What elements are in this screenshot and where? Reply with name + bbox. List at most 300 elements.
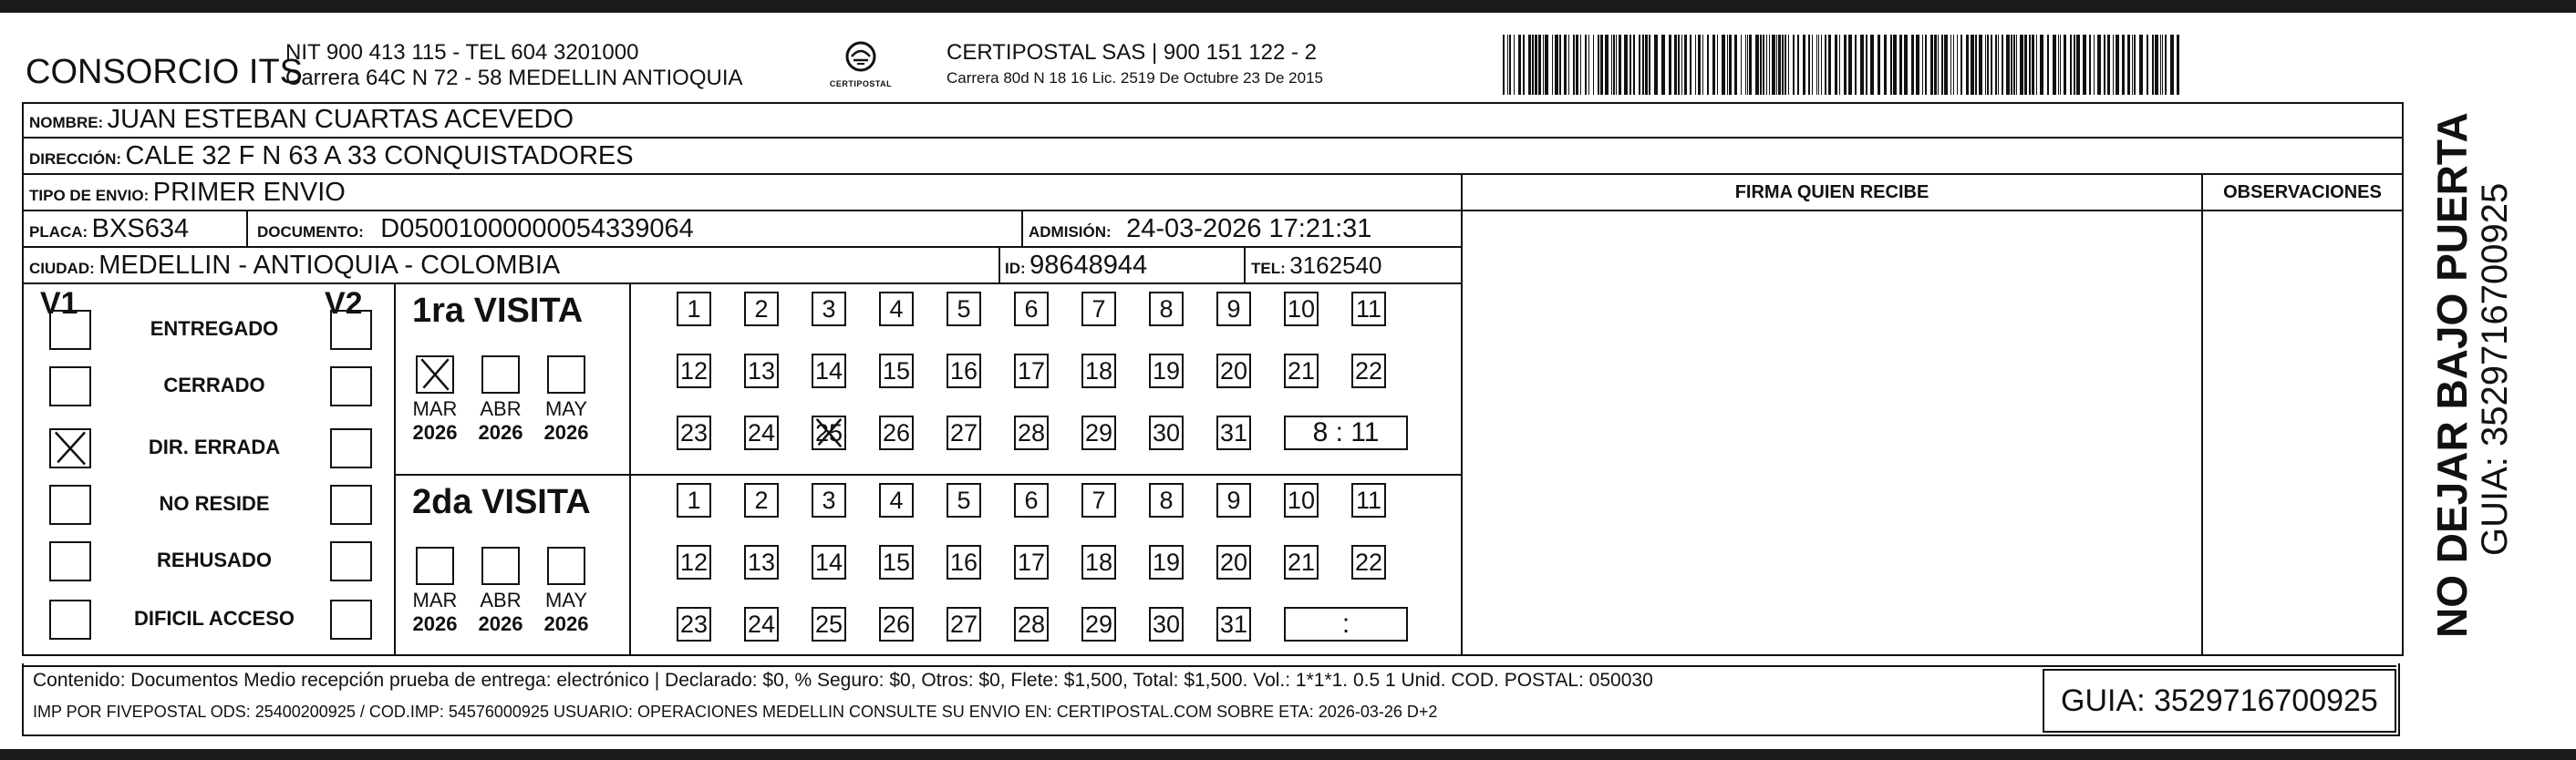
barcode-bar [1944,35,1948,95]
id-value: 98648944 [1029,251,1148,280]
barcode-bar [1941,35,1943,95]
barcode-bar [1835,35,1837,95]
barcode-bar [1884,35,1887,95]
status-label: ENTREGADO [150,317,279,340]
company-info [285,40,743,91]
time-box[interactable]: : [1284,607,1408,642]
day-box[interactable]: 21 [1284,545,1319,580]
direccion-label: DIRECCIÓN: [29,150,122,168]
firma-divider [1461,173,1463,656]
day-box[interactable]: 1 [677,483,711,518]
day-box[interactable]: 16 [947,354,981,388]
month-checkbox[interactable] [481,547,520,585]
v2-checkbox[interactable] [330,541,372,581]
barcode-bar [1893,35,1897,95]
barcode-bar [1600,35,1603,95]
barcode-bar [2147,35,2148,95]
barcode-bar [1995,35,1997,95]
barcode-bar [1503,35,1505,95]
day-box[interactable]: 30 [1149,607,1184,642]
barcode-bar [1966,35,1969,95]
barcode-bar [2165,35,2167,95]
barcode-bar [1642,35,1644,95]
barcode-bar [1518,35,1521,95]
documento-label: DOCUMENTO: [257,223,364,241]
barcode-bar [2058,35,2059,95]
barcode-bar [1507,35,1508,95]
day-box[interactable]: 26 [879,416,914,450]
direccion-field [29,139,634,173]
day-box[interactable]: 3 [812,292,846,326]
barcode-bar [2032,35,2034,95]
barcode-bar [1707,35,1709,95]
v2-checkbox[interactable] [330,485,372,525]
barcode-bar [2036,35,2037,95]
month-name: ABR [480,589,522,611]
month-label [539,589,594,636]
barcode-bar [1922,35,1923,95]
admision-value: 24-03-2026 17:21:31 [1126,214,1372,243]
barcode-bar [1528,35,1531,95]
v1-checkbox[interactable] [49,485,91,525]
day-box[interactable]: 10 [1284,292,1319,326]
side-guia: GUIA: 3529716700925 [2475,182,2515,556]
barcode-bar [1717,35,1718,95]
admision-label: ADMISIÓN: [1029,223,1112,241]
barcode-bar [2016,35,2017,95]
v1-label: V1 [40,286,78,321]
barcode-bar [2076,35,2080,95]
row-divider [1461,210,2402,211]
barcode-bar [1925,35,1927,95]
day-box[interactable]: 19 [1149,545,1184,580]
month-name: MAY [544,397,588,420]
cell-divider [998,246,1000,282]
v1-checkbox[interactable] [49,428,91,468]
ciudad-label: CIUDAD: [29,260,95,277]
barcode-bar [2155,35,2158,95]
barcode-bar [1848,35,1852,95]
day-box[interactable]: 20 [1216,545,1251,580]
month-year: 2026 [478,612,523,635]
month-checkbox[interactable] [416,355,454,394]
barcode-bar [1953,35,1954,95]
barcode-bar [1821,35,1822,95]
day-box[interactable]: 14 [812,354,846,388]
day-box[interactable]: 17 [1014,545,1049,580]
month-year: 2026 [412,612,458,635]
barcode-bar [1797,35,1799,95]
barcode-bar [1674,35,1677,95]
barcode-bar [1971,35,1974,95]
barcode-bar [1712,35,1715,95]
day-box[interactable]: 9 [1216,292,1251,326]
month-year: 2026 [478,421,523,444]
day-box[interactable]: 25 [812,416,846,450]
day-box[interactable]: 29 [1081,607,1116,642]
day-box[interactable]: 8 [1149,483,1184,518]
day-box[interactable]: 30 [1149,416,1184,450]
barcode-bar [1543,35,1544,95]
month-label [408,589,462,636]
day-box[interactable]: 18 [1081,545,1116,580]
day-box[interactable]: 31 [1216,416,1251,450]
day-box[interactable]: 27 [947,416,981,450]
tipo-envio-value: PRIMER ENVIO [152,178,346,207]
barcode-bar [1985,35,1986,95]
id-label: ID: [1005,260,1026,277]
day-box[interactable]: 19 [1149,354,1184,388]
month-checkbox[interactable] [416,547,454,585]
visit-divider [394,282,396,656]
barcode-bar [1745,35,1746,95]
month-year: 2026 [543,612,589,635]
barcode-bar [2107,35,2110,95]
company-address: Carrera 64C N 72 - 58 MEDELLIN ANTIOQUIA [285,66,743,90]
day-box[interactable]: 22 [1351,354,1386,388]
status-label: DIR. ERRADA [148,436,281,458]
barcode-bar [2020,35,2023,95]
status-label: DIFICIL ACCESO [133,607,295,630]
bottom-border [0,749,2576,760]
visit-title: 2da VISITA [412,483,591,521]
visit-row-divider [394,474,1461,476]
month-name: MAR [412,397,458,420]
firma-label: FIRMA QUIEN RECIBE [1734,182,1929,202]
barcode-bar [1661,35,1665,95]
day-box[interactable]: 18 [1081,354,1116,388]
top-border [0,0,2576,13]
barcode-bar [1690,35,1691,95]
barcode-bar [1639,35,1640,95]
barcode-bar [1619,35,1621,95]
month-checkbox[interactable] [547,547,585,585]
barcode-bar [2097,35,2101,95]
certipostal-logo [817,38,905,97]
barcode-bar [1788,35,1789,95]
day-box[interactable]: 22 [1351,545,1386,580]
barcode-bar [1611,35,1612,95]
day-box[interactable]: 23 [677,607,711,642]
v1-checkbox[interactable] [49,541,91,581]
day-box[interactable]: 6 [1014,292,1049,326]
barcode-bar [2132,35,2133,95]
barcode-bar [1568,35,1569,95]
cert-line-1: CERTIPOSTAL SAS | 900 151 122 - 2 [947,40,1317,65]
observaciones-divider [2201,173,2203,656]
cert-line-2: Carrera 80d N 18 16 Lic. 2519 De Octubre 23 De 2015 [947,69,1323,87]
barcode-bar [1616,35,1617,95]
day-box[interactable]: 12 [677,354,711,388]
nombre-field [29,102,574,137]
barcode-bar [1975,35,1977,95]
logo-text: CERTIPOSTAL [829,79,893,88]
barcode-bar [1916,35,1919,95]
barcode-bar [1782,35,1784,95]
barcode-bar [1957,35,1958,95]
barcode-bar [1523,35,1525,95]
barcode-bar [1545,35,1548,95]
day-box[interactable]: 17 [1014,354,1049,388]
day-box[interactable]: 14 [812,545,846,580]
row-divider [22,173,2402,175]
day-box[interactable]: 11 [1351,483,1386,518]
nombre-label: NOMBRE: [29,114,104,131]
status-label: CERRADO [163,374,265,396]
barcode-bar [1722,35,1725,95]
day-box[interactable]: 6 [1014,483,1049,518]
barcode-bar [1633,35,1635,95]
barcode-bar [1654,35,1658,95]
day-box[interactable]: 11 [1351,292,1386,326]
barcode-bar [1741,35,1742,95]
day-box[interactable]: 8 [1149,292,1184,326]
day-box[interactable]: 23 [677,416,711,450]
barcode-bar [2152,35,2154,95]
day-box[interactable]: 26 [879,607,914,642]
barcode-bar [2127,35,2130,95]
month-name: ABR [480,397,522,420]
visit-divider [629,282,631,656]
barcode-bar [1514,35,1515,95]
barcode-bar [1911,35,1914,95]
barcode-bar [2074,35,2075,95]
tipo-envio-field [29,175,346,210]
day-box[interactable]: 7 [1081,292,1116,326]
barcode-bar [2134,35,2136,95]
barcode-bar [1702,35,1703,95]
barcode-bar [1904,35,1908,95]
day-box[interactable]: 29 [1081,416,1116,450]
barcode-bar [1772,35,1775,95]
placa-label: PLACA: [29,223,88,241]
barcode-bar [1860,35,1864,95]
barcode-bar [2029,35,2031,95]
month-name: MAY [544,589,588,611]
status-label: REHUSADO [157,549,272,571]
barcode-bar [1766,35,1767,95]
barcode-bar [1681,35,1682,95]
footer-content-line: Contenido: Documentos Medio recepción prueba de entrega: electrónico | Declarado: $0, % Seguro: $0, Otros: $0, Flete: $1,500, Total: $1,500. Vol.: 1*1*1. 0.5 1 Unid. COD. POSTAL: 050030 [33,670,1653,691]
day-box[interactable]: 5 [947,292,981,326]
barcode-bar [1649,35,1650,95]
company-name: CONSORCIO ITS [26,53,304,91]
barcode-bar [2104,35,2105,95]
barcode-bar [1755,35,1759,95]
barcode-bar [2139,35,2143,95]
side-notice [2391,112,2573,638]
barcode-bar [1613,35,1615,95]
barcode-bar [1749,35,1752,95]
cell-divider [246,210,248,246]
barcode-bar [1678,35,1680,95]
barcode-bar [1588,35,1589,95]
barcode-bar [1785,35,1786,95]
barcode [1503,35,2179,95]
v2-checkbox[interactable] [330,600,372,640]
day-box[interactable]: 24 [744,607,779,642]
barcode-bar [1808,35,1810,95]
month-label [473,397,528,445]
barcode-bar [1890,35,1892,95]
barcode-bar [1747,35,1748,95]
barcode-bar [1727,35,1728,95]
day-box[interactable]: 2 [744,483,779,518]
barcode-bar [1870,35,1874,95]
barcode-bar [2170,35,2174,95]
barcode-bar [1535,35,1537,95]
barcode-bar [1828,35,1831,95]
month-year: 2026 [412,421,458,444]
barcode-bar [1734,35,1737,95]
tel-value: 3162540 [1289,252,1382,279]
month-year: 2026 [543,421,589,444]
day-box[interactable]: 10 [1284,483,1319,518]
id-field [1005,248,1147,282]
barcode-bar [1760,35,1762,95]
footer-imp-line: IMP POR FIVEPOSTAL ODS: 25400200925 / COD.IMP: 54576000925 USUARIO: OPERACIONES MEDELLIN CONSULTE SU ENVIO EN: CERTIPOSTAL.COM SOBRE ETA: 2026-03-26 D+2 [33,703,1438,721]
barcode-bar [1576,35,1578,95]
ciudad-field [29,248,560,282]
barcode-bar [1573,35,1575,95]
barcode-bar [2122,35,2125,95]
barcode-bar [2113,35,2114,95]
day-box[interactable]: 16 [947,545,981,580]
tel-label: TEL: [1251,260,1286,277]
barcode-bar [2013,35,2015,95]
barcode-bar [2064,35,2066,95]
barcode-bar [2083,35,2086,95]
month-label [473,589,528,636]
barcode-bar [1778,35,1781,95]
v2-label: V2 [325,286,363,321]
v2-checkbox[interactable] [330,366,372,406]
barcode-bar [1763,35,1764,95]
certipostal-info [947,40,1323,91]
barcode-bar [2040,35,2043,95]
barcode-bar [1729,35,1732,95]
month-name: MAR [412,589,458,611]
barcode-bar [1979,35,1982,95]
day-box[interactable]: 24 [744,416,779,450]
observaciones-label: OBSERVACIONES [2223,182,2382,202]
day-box[interactable]: 28 [1014,607,1049,642]
barcode-bar [2116,35,2119,95]
day-box[interactable]: 20 [1216,354,1251,388]
barcode-bar [1866,35,1867,95]
tel-field [1251,248,1381,282]
barcode-bar [1991,35,1992,95]
day-box[interactable]: 27 [947,607,981,642]
day-box[interactable]: 3 [812,483,846,518]
v1-checkbox[interactable] [49,310,91,350]
barcode-bar [1593,35,1594,95]
day-box[interactable]: 1 [677,292,711,326]
time-box[interactable]: 8 : 11 [1284,416,1408,450]
barcode-bar [1555,35,1558,95]
barcode-bar [1803,35,1805,95]
day-box[interactable]: 13 [744,354,779,388]
barcode-bar [2160,35,2161,95]
barcode-bar [1793,35,1795,95]
barcode-bar [2089,35,2091,95]
barcode-bar [2060,35,2061,95]
day-box[interactable]: 25 [812,607,846,642]
v1-checkbox[interactable] [49,600,91,640]
day-box[interactable]: 15 [879,354,914,388]
day-box[interactable]: 5 [947,483,981,518]
barcode-bar [1624,35,1628,95]
day-box[interactable]: 9 [1216,483,1251,518]
month-checkbox[interactable] [547,355,585,394]
barcode-bar [1698,35,1701,95]
status-label: NO RESIDE [159,492,270,515]
day-box[interactable]: 21 [1284,354,1319,388]
side-no-dejar: NO DEJAR BAJO PUERTA [2428,112,2476,638]
day-box[interactable]: 15 [879,545,914,580]
day-box[interactable]: 4 [879,483,914,518]
barcode-bar [1538,35,1541,95]
v2-checkbox[interactable] [330,310,372,350]
month-label [539,397,594,445]
day-box[interactable]: 4 [879,292,914,326]
barcode-bar [1816,35,1817,95]
barcode-bar [1930,35,1933,95]
day-box[interactable]: 28 [1014,416,1049,450]
barcode-bar [1552,35,1553,95]
barcode-bar [1934,35,1937,95]
cell-divider [1244,246,1246,282]
v2-checkbox[interactable] [330,428,372,468]
barcode-bar [1605,35,1609,95]
v1-checkbox[interactable] [49,366,91,406]
day-box[interactable]: 2 [744,292,779,326]
barcode-bar [1684,35,1687,95]
day-box[interactable]: 7 [1081,483,1116,518]
ciudad-value: MEDELLIN - ANTIOQUIA - COLOMBIA [98,251,561,280]
footer-frame [22,663,2400,736]
visit-title: 1ra VISITA [412,292,584,330]
barcode-bar [2070,35,2072,95]
barcode-bar [1899,35,1902,95]
day-box[interactable]: 12 [677,545,711,580]
barcode-bar [2024,35,2027,95]
barcode-bar [1645,35,1648,95]
month-label [408,397,462,445]
barcode-bar [1695,35,1696,95]
barcode-bar [1844,35,1847,95]
barcode-bar [1669,35,1671,95]
barcode-bar [1812,35,1813,95]
barcode-bar [1818,35,1819,95]
barcode-bar [2177,35,2179,95]
month-checkbox[interactable] [481,355,520,394]
barcode-bar [1585,35,1587,95]
barcode-bar [1598,35,1599,95]
barcode-bar [1580,35,1581,95]
direccion-value: CALE 32 F N 63 A 33 CONQUISTADORES [125,141,634,170]
day-box[interactable]: 13 [744,545,779,580]
barcode-bar [1629,35,1631,95]
barcode-bar [2053,35,2056,95]
barcode-bar [1825,35,1826,95]
barcode-bar [1564,35,1567,95]
barcode-bar [2002,35,2003,95]
barcode-bar [2162,35,2163,95]
barcode-bar [2011,35,2012,95]
admision-field [1029,211,1371,246]
day-box[interactable]: 31 [1216,607,1251,642]
